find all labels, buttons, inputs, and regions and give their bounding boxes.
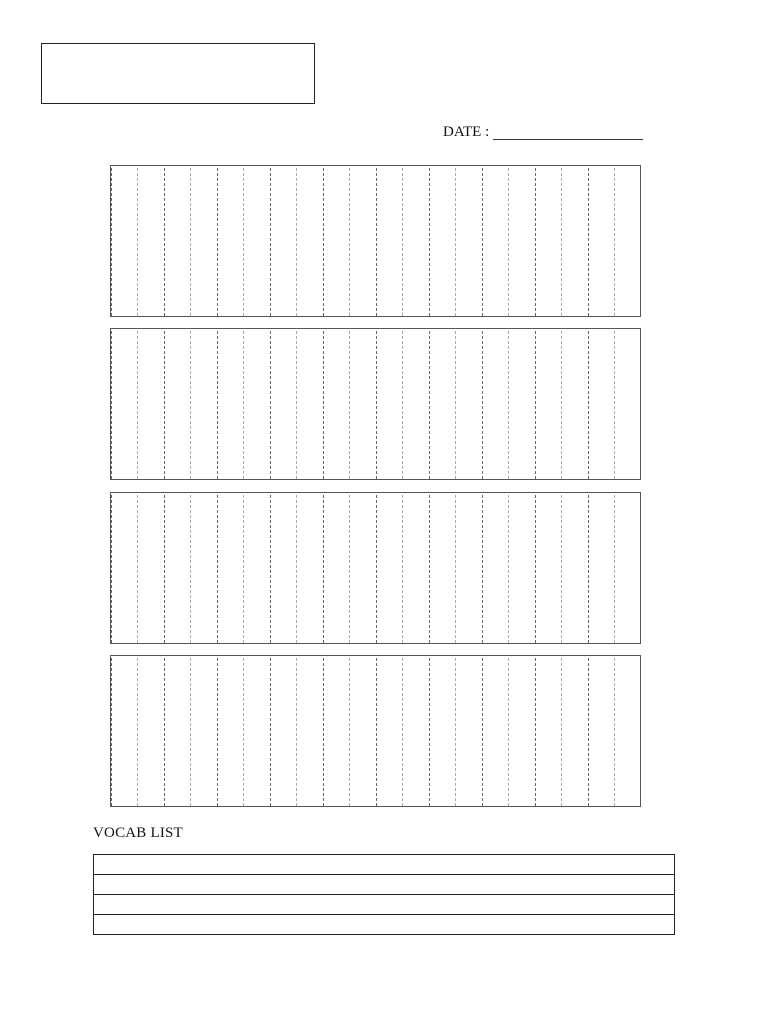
vocab-entry[interactable]	[94, 915, 675, 935]
vocab-row	[94, 855, 675, 875]
practice-grid-block-2[interactable]	[110, 328, 641, 480]
name-box[interactable]	[41, 43, 315, 104]
practice-grid-block-1[interactable]	[110, 165, 641, 317]
vocab-entry[interactable]	[94, 895, 675, 915]
date-input-line[interactable]	[493, 139, 643, 140]
vocab-entry[interactable]	[94, 875, 675, 895]
vocab-list-title: VOCAB LIST	[93, 825, 183, 841]
vocab-table	[93, 854, 675, 935]
vocab-row	[94, 915, 675, 935]
practice-grid-block-4[interactable]	[110, 655, 641, 807]
vocab-row	[94, 895, 675, 915]
vocab-entry[interactable]	[94, 855, 675, 875]
vocab-row	[94, 875, 675, 895]
practice-grid-block-3[interactable]	[110, 492, 641, 644]
date-field	[443, 117, 643, 141]
date-label: DATE :	[443, 124, 490, 140]
